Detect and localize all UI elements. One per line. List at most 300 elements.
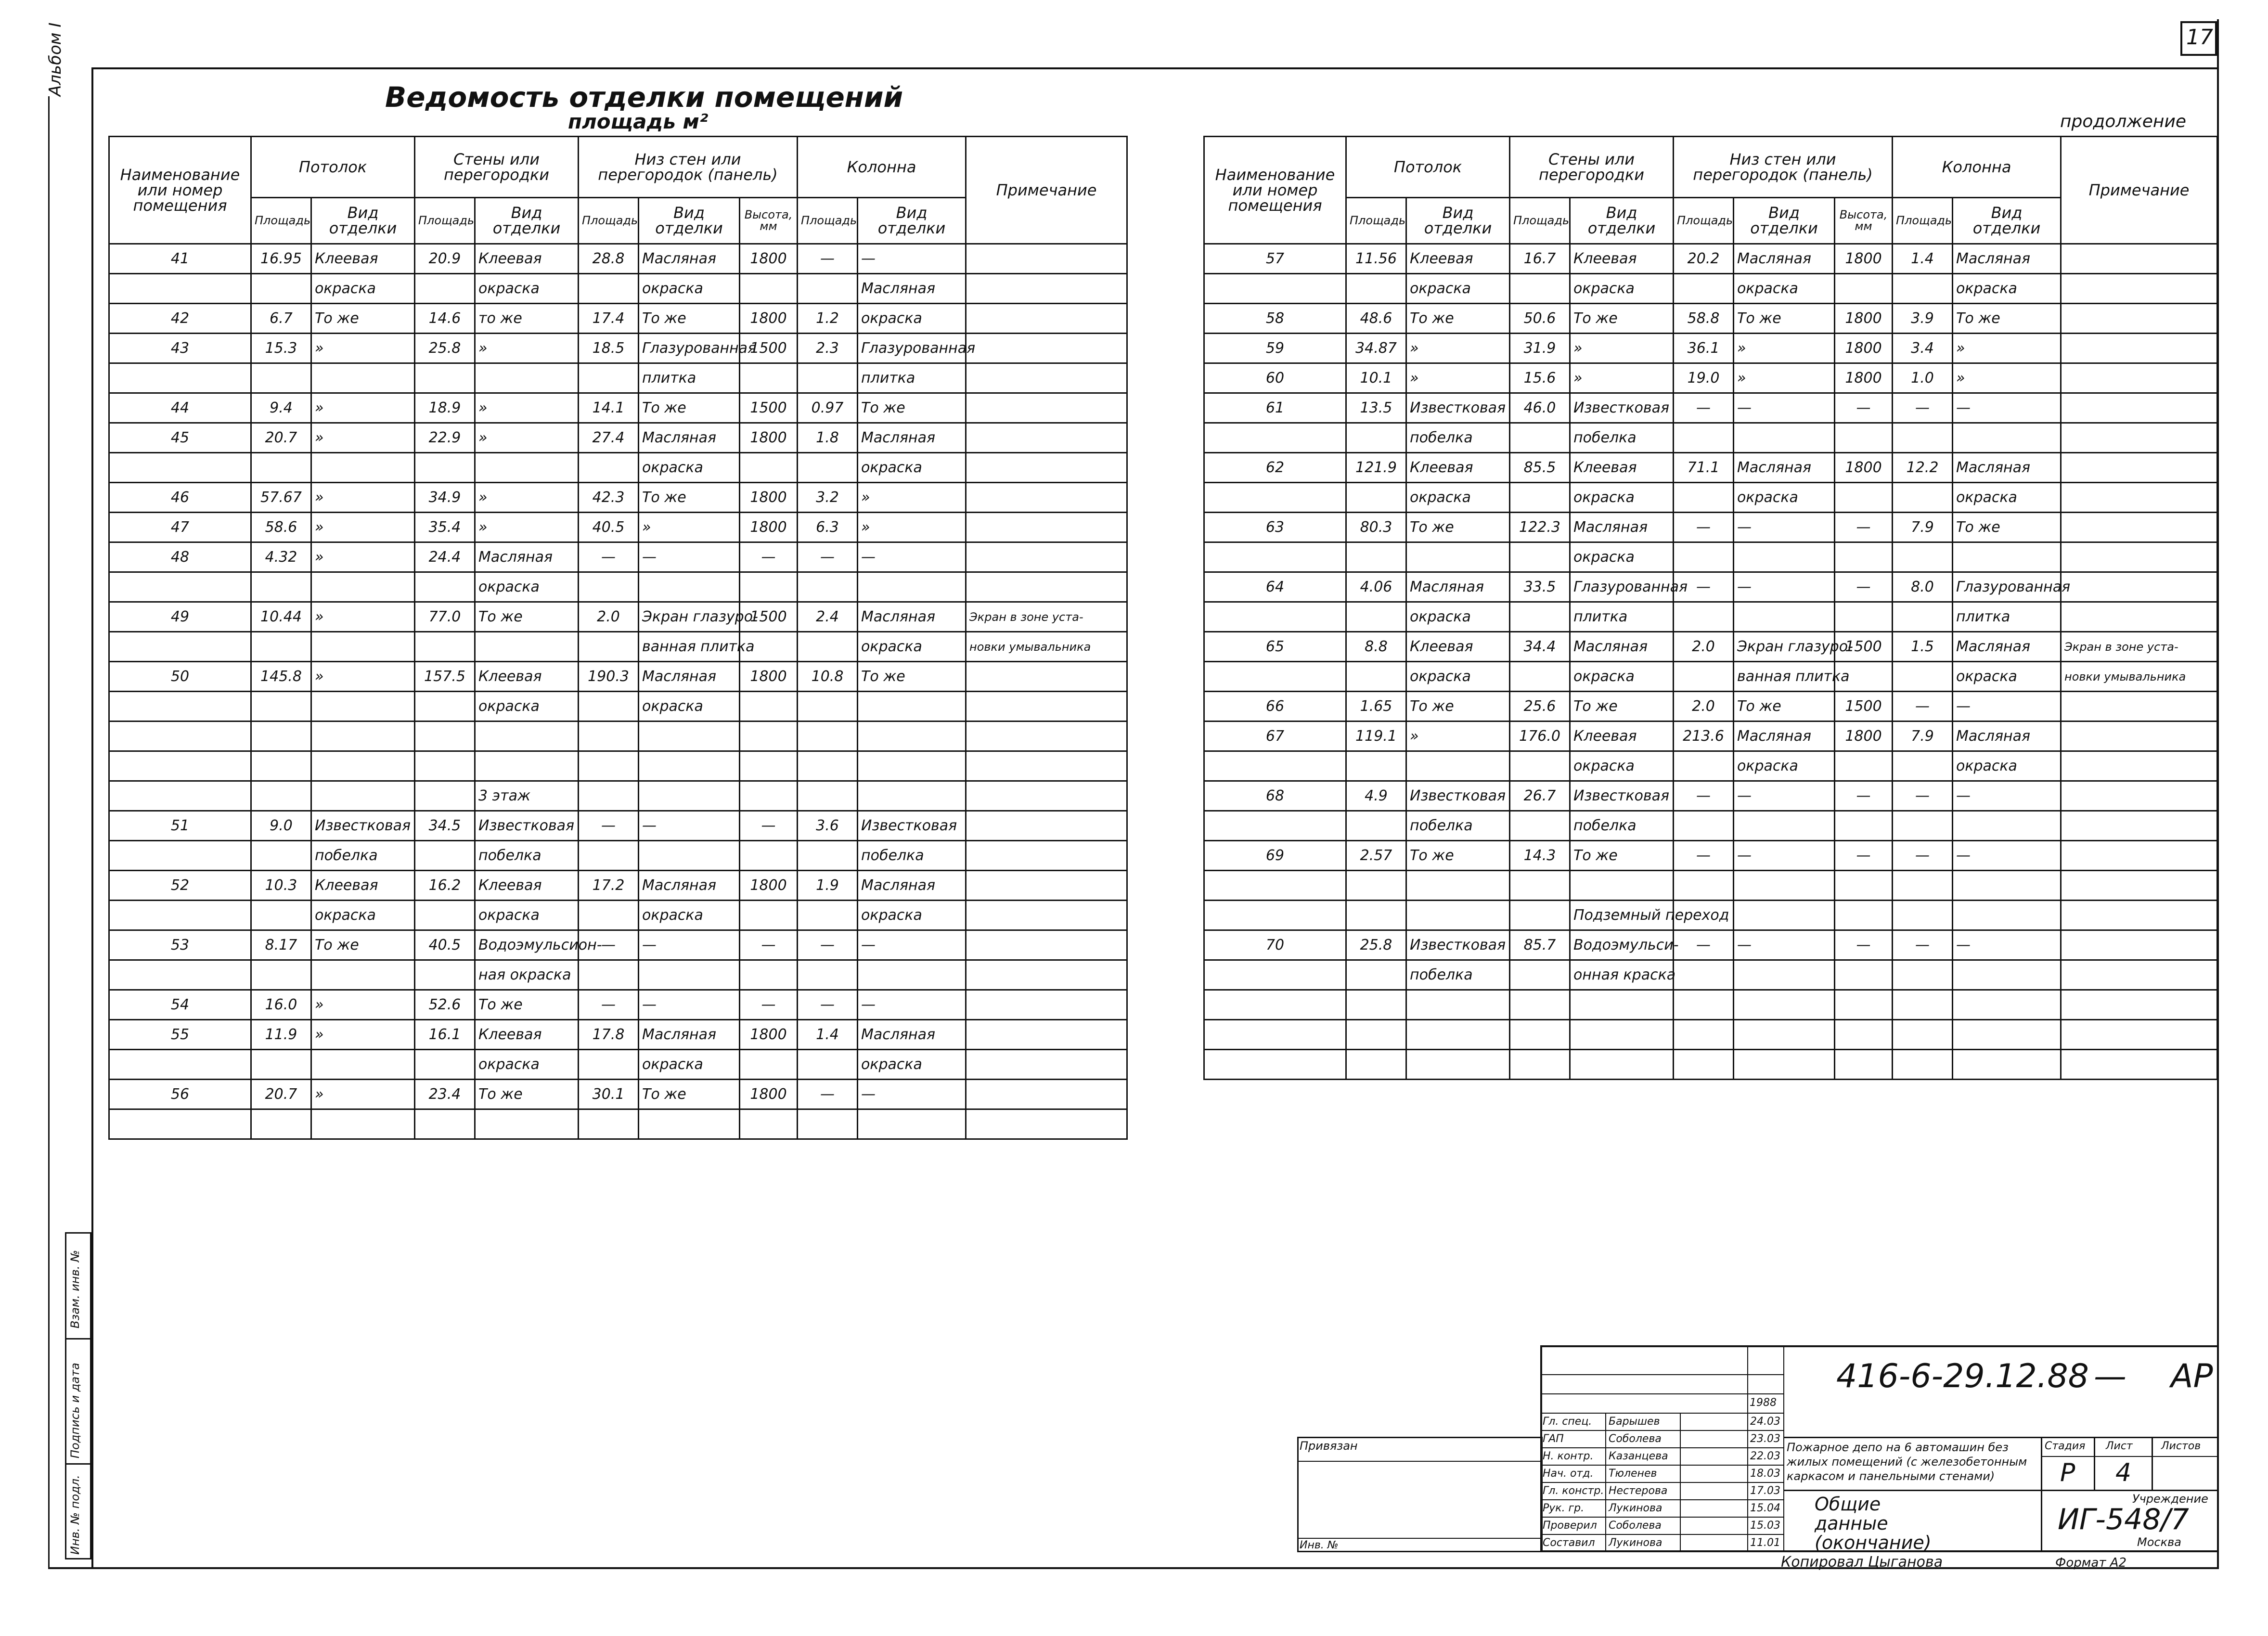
table-cell: [1570, 871, 1674, 901]
header-walls: Стены или перегородки: [415, 137, 579, 198]
table-cell: 1800: [1835, 244, 1893, 274]
table-cell: новки умывальника: [966, 632, 1127, 662]
table-cell: [1953, 542, 2061, 572]
table-cell: Масляная: [858, 274, 966, 304]
table-cell: [109, 901, 251, 930]
table-cell: [2061, 692, 2217, 721]
continuation-label: продолжение: [2060, 112, 2187, 131]
table-cell: [2061, 393, 2217, 423]
table-cell: окраска: [1570, 274, 1674, 304]
table-cell: [740, 453, 798, 483]
table-row: [1204, 781, 2217, 811]
table-cell: [1674, 1020, 1734, 1050]
table-cell: [858, 751, 966, 781]
sheets-label: Листов: [2161, 1440, 2201, 1452]
table-cell: побелка: [1406, 960, 1510, 990]
table-cell: окраска: [1570, 751, 1674, 781]
table-cell: 34.4: [1510, 632, 1570, 662]
table-cell: [966, 1109, 1127, 1139]
table-cell: [1406, 751, 1510, 781]
table-cell: [966, 334, 1127, 363]
table-cell: [415, 781, 475, 811]
tb-col-line: [2041, 1437, 2042, 1552]
table-cell: —: [740, 930, 798, 960]
title-block-role: Гл. констр.: [1543, 1485, 1604, 1497]
table-cell: [639, 1109, 740, 1139]
table-cell: Масляная: [639, 1020, 740, 1050]
table-cell: окраска: [858, 453, 966, 483]
table-cell: [966, 1080, 1127, 1109]
table-cell: 60: [1204, 363, 1346, 393]
table-cell: 18.5: [579, 334, 639, 363]
table-cell: Глазурованная: [1570, 572, 1674, 602]
table-cell: окраска: [1734, 274, 1835, 304]
table-cell: 26.7: [1510, 781, 1570, 811]
table-cell: То же: [311, 304, 415, 334]
table-cell: [1734, 990, 1835, 1020]
table-row: [109, 751, 1127, 781]
finish-table-right: [1203, 136, 2218, 1080]
table-cell: Клеевая: [475, 1020, 579, 1050]
table-cell: 28.8: [579, 244, 639, 274]
table-cell: —: [858, 1080, 966, 1109]
table-cell: 145.8: [251, 662, 311, 692]
table-cell: [579, 901, 639, 930]
table-cell: [579, 632, 639, 662]
stage-label: Стадия: [2045, 1440, 2086, 1452]
table-cell: [1835, 602, 1893, 632]
table-cell: 2.0: [1674, 692, 1734, 721]
table-cell: Водоэмульси-: [1570, 930, 1674, 960]
table-cell: 64: [1204, 572, 1346, 602]
table-cell: [858, 960, 966, 990]
tb-col-line: [2094, 1437, 2095, 1490]
table-cell: [2061, 811, 2217, 841]
table-cell: [2061, 990, 2217, 1020]
table-cell: побелка: [1570, 423, 1674, 453]
table-row: [1204, 542, 2217, 572]
table-cell: [311, 1109, 415, 1139]
table-cell: То же: [475, 602, 579, 632]
table-cell: [1893, 274, 1953, 304]
table-cell: [1674, 542, 1734, 572]
table-cell: [798, 572, 858, 602]
table-cell: 27.4: [579, 423, 639, 453]
table-cell: [475, 363, 579, 393]
table-cell: 1800: [1835, 453, 1893, 483]
table-cell: окраска: [1953, 662, 2061, 692]
table-row: [109, 513, 1127, 542]
table-cell: [966, 692, 1127, 721]
table-cell: [311, 781, 415, 811]
table-cell: 213.6: [1674, 721, 1734, 751]
table-cell: [798, 632, 858, 662]
table-cell: [1406, 871, 1510, 901]
table-cell: 1800: [740, 483, 798, 513]
table-cell: 17.4: [579, 304, 639, 334]
table-cell: —: [858, 990, 966, 1020]
table-cell: [798, 901, 858, 930]
table-cell: Известковая: [311, 811, 415, 841]
tb-row-line: [2041, 1456, 2217, 1457]
table-cell: [966, 781, 1127, 811]
table-cell: [2061, 901, 2217, 930]
table-cell: [966, 841, 1127, 871]
table-cell: [1835, 990, 1893, 1020]
table-cell: 1800: [1835, 721, 1893, 751]
table-cell: [251, 1109, 311, 1139]
table-cell: Масляная: [1953, 632, 2061, 662]
table-row: [109, 602, 1127, 632]
table-cell: [1346, 751, 1406, 781]
table-cell: 4.06: [1346, 572, 1406, 602]
table-cell: [639, 721, 740, 751]
drawing-code-dash: —: [2094, 1357, 2126, 1395]
table-cell: То же: [1570, 841, 1674, 871]
table-cell: окраска: [639, 1050, 740, 1080]
table-cell: [109, 632, 251, 662]
table-cell: [1734, 960, 1835, 990]
table-cell: 1800: [740, 423, 798, 453]
table-row: [1204, 811, 2217, 841]
table-cell: 157.5: [415, 662, 475, 692]
table-row: [109, 542, 1127, 572]
tb-col-line: [1747, 1345, 1748, 1552]
table-cell: 17.2: [579, 871, 639, 901]
table-row: [109, 572, 1127, 602]
table-cell: 44: [109, 393, 251, 423]
table-cell: 1800: [740, 513, 798, 542]
table-row: [1204, 901, 2217, 930]
table-cell: [1835, 1020, 1893, 1050]
table-cell: окраска: [639, 692, 740, 721]
table-cell: То же: [1406, 513, 1510, 542]
table-cell: 16.1: [415, 1020, 475, 1050]
table-cell: 2.0: [579, 602, 639, 632]
table-cell: 51: [109, 811, 251, 841]
table-cell: То же: [858, 393, 966, 423]
table-cell: 40.5: [579, 513, 639, 542]
table-cell: 176.0: [1510, 721, 1570, 751]
table-cell: [1346, 811, 1406, 841]
table-row: [109, 871, 1127, 901]
table-cell: —: [579, 542, 639, 572]
table-row: [1204, 692, 2217, 721]
table-cell: 50: [109, 662, 251, 692]
table-cell: плитка: [639, 363, 740, 393]
title-block-role: Нач. отд.: [1543, 1468, 1594, 1480]
table-cell: [109, 363, 251, 393]
title-block-date: 24.03: [1750, 1416, 1780, 1428]
table-cell: окраска: [311, 274, 415, 304]
table-cell: [1204, 423, 1346, 453]
header-finish: Вид отделки: [311, 197, 415, 244]
table-cell: Клеевая: [1406, 244, 1510, 274]
table-cell: 34.5: [415, 811, 475, 841]
header-finish: Вид отделки: [1406, 197, 1510, 244]
table-cell: [1893, 811, 1953, 841]
table-cell: 2.0: [1674, 632, 1734, 662]
table-cell: [579, 841, 639, 871]
institution: ИГ-548/7: [2058, 1503, 2189, 1536]
table-row: [1204, 662, 2217, 692]
table-cell: 7.9: [1893, 513, 1953, 542]
title-block-role: Составил: [1543, 1537, 1595, 1549]
table-cell: 57: [1204, 244, 1346, 274]
table-cell: То же: [639, 393, 740, 423]
table-cell: Подземный переход: [1570, 901, 1674, 930]
table-cell: [1674, 602, 1734, 632]
table-cell: [251, 901, 311, 930]
table-cell: 3.2: [798, 483, 858, 513]
table-cell: —: [1893, 393, 1953, 423]
table-cell: 10.8: [798, 662, 858, 692]
table-cell: [1835, 960, 1893, 990]
table-cell: [1674, 960, 1734, 990]
table-cell: [579, 1109, 639, 1139]
table-cell: [966, 960, 1127, 990]
table-cell: [109, 453, 251, 483]
table-cell: Масляная: [1953, 453, 2061, 483]
table-cell: —: [639, 990, 740, 1020]
table-cell: 59: [1204, 334, 1346, 363]
table-cell: [966, 304, 1127, 334]
table-cell: То же: [1570, 304, 1674, 334]
table-cell: [966, 751, 1127, 781]
table-cell: —: [1674, 572, 1734, 602]
table-cell: 1500: [740, 602, 798, 632]
table-cell: [1953, 423, 2061, 453]
table-cell: 1.0: [1893, 363, 1953, 393]
table-cell: [579, 453, 639, 483]
table-row: [1204, 930, 2217, 960]
table-cell: [1204, 1050, 1346, 1080]
table-cell: [311, 1050, 415, 1080]
table-cell: »: [311, 483, 415, 513]
table-cell: окраска: [475, 572, 579, 602]
header-area: Площадь: [798, 197, 858, 244]
table-cell: [311, 632, 415, 662]
table-cell: онная краска: [1570, 960, 1674, 990]
table-cell: 1800: [740, 1080, 798, 1109]
table-cell: [1674, 662, 1734, 692]
table-cell: [2061, 244, 2217, 274]
table-cell: [740, 274, 798, 304]
table-cell: [1204, 1020, 1346, 1050]
table-cell: [251, 960, 311, 990]
header-note: Примечание: [966, 137, 1127, 244]
table-cell: [966, 930, 1127, 960]
header-finish: Вид отделки: [858, 197, 966, 244]
table-cell: [798, 721, 858, 751]
table-cell: ная окраска: [475, 960, 579, 990]
table-cell: [251, 721, 311, 751]
title-block-role: Гл. спец.: [1543, 1416, 1592, 1428]
table-cell: 1.5: [1893, 632, 1953, 662]
table-cell: 16.2: [415, 871, 475, 901]
table-cell: [1674, 1050, 1734, 1080]
table-cell: окраска: [639, 453, 740, 483]
tb-col-line: [2152, 1437, 2153, 1490]
table-cell: 1500: [1835, 692, 1893, 721]
table-cell: —: [1835, 930, 1893, 960]
table-cell: [966, 363, 1127, 393]
table-row: [1204, 1020, 2217, 1050]
privyazan-line: [1297, 1538, 1543, 1539]
table-cell: [2061, 453, 2217, 483]
table-cell: плитка: [858, 363, 966, 393]
side-inv-podl: Инв. № подл.: [68, 1475, 82, 1555]
table-cell: [2061, 1050, 2217, 1080]
table-cell: [1570, 1020, 1674, 1050]
table-cell: Клеевая: [475, 244, 579, 274]
table-cell: [1204, 662, 1346, 692]
frame-outer-left: [48, 96, 50, 1569]
table-cell: окраска: [1734, 751, 1835, 781]
table-cell: 1.9: [798, 871, 858, 901]
title-block-name: Нестерова: [1609, 1485, 1668, 1497]
title-block-date: 18.03: [1750, 1468, 1780, 1480]
table-cell: »: [1406, 363, 1510, 393]
table-cell: »: [311, 423, 415, 453]
table-cell: Экран в зоне уста-: [966, 602, 1127, 632]
table-cell: [2061, 513, 2217, 542]
table-cell: —: [858, 542, 966, 572]
table-cell: [475, 1109, 579, 1139]
finish-table-right-body: [1204, 244, 2217, 1080]
table-cell: [966, 572, 1127, 602]
table-cell: то же: [475, 304, 579, 334]
table-cell: [1835, 751, 1893, 781]
table-cell: 52: [109, 871, 251, 901]
table-cell: Масляная: [1734, 721, 1835, 751]
header-area: Площадь: [415, 197, 475, 244]
table-cell: [1346, 423, 1406, 453]
table-cell: 11.9: [251, 1020, 311, 1050]
table-cell: Масляная: [1570, 513, 1674, 542]
table-cell: Масляная: [1953, 721, 2061, 751]
table-cell: —: [1674, 781, 1734, 811]
table-cell: 3.6: [798, 811, 858, 841]
table-cell: 34.87: [1346, 334, 1406, 363]
table-cell: »: [1406, 721, 1510, 751]
table-cell: [1346, 871, 1406, 901]
table-cell: [1346, 1020, 1406, 1050]
table-cell: [1510, 542, 1570, 572]
table-cell: [1204, 871, 1346, 901]
table-cell: [1953, 990, 2061, 1020]
table-cell: [740, 363, 798, 393]
table-cell: [251, 751, 311, 781]
table-cell: [311, 692, 415, 721]
table-cell: 48.6: [1346, 304, 1406, 334]
table-cell: [798, 960, 858, 990]
table-cell: [740, 751, 798, 781]
table-cell: [639, 960, 740, 990]
table-cell: [1835, 811, 1893, 841]
table-cell: 17.8: [579, 1020, 639, 1050]
table-cell: Масляная: [858, 602, 966, 632]
table-cell: 1.8: [798, 423, 858, 453]
table-cell: Клеевая: [311, 244, 415, 274]
table-cell: [798, 1109, 858, 1139]
table-cell: [1204, 602, 1346, 632]
table-cell: [1570, 990, 1674, 1020]
table-cell: окраска: [311, 901, 415, 930]
table-cell: Масляная: [475, 542, 579, 572]
table-cell: [251, 572, 311, 602]
table-cell: Известковая: [1570, 393, 1674, 423]
table-cell: »: [311, 990, 415, 1020]
tb-row-line: [1783, 1490, 2217, 1491]
table-cell: 46.0: [1510, 393, 1570, 423]
table-cell: [966, 721, 1127, 751]
table-cell: [475, 751, 579, 781]
table-cell: [1674, 483, 1734, 513]
table-row: [1204, 393, 2217, 423]
table-cell: 19.0: [1674, 363, 1734, 393]
table-cell: 63: [1204, 513, 1346, 542]
table-cell: [1406, 1050, 1510, 1080]
table-cell: [798, 841, 858, 871]
table-row: [109, 662, 1127, 692]
table-cell: »: [1406, 334, 1510, 363]
table-cell: »: [475, 483, 579, 513]
table-cell: 80.3: [1346, 513, 1406, 542]
table-cell: [579, 751, 639, 781]
table-cell: [1953, 901, 2061, 930]
table-cell: [1674, 811, 1734, 841]
table-cell: »: [475, 334, 579, 363]
table-cell: [740, 901, 798, 930]
institution-label: Учреждение: [2132, 1492, 2208, 1506]
header-note: Примечание: [2061, 137, 2217, 244]
table-cell: [311, 363, 415, 393]
table-cell: [415, 751, 475, 781]
table-cell: [740, 1050, 798, 1080]
table-cell: [109, 781, 251, 811]
table-cell: [2061, 721, 2217, 751]
table-cell: [579, 781, 639, 811]
table-cell: 1800: [740, 244, 798, 274]
table-cell: Масляная: [1734, 244, 1835, 274]
table-cell: 69: [1204, 841, 1346, 871]
table-cell: 67: [1204, 721, 1346, 751]
table-cell: [740, 841, 798, 871]
table-cell: —: [579, 811, 639, 841]
table-cell: [1674, 871, 1734, 901]
table-cell: [415, 841, 475, 871]
table-cell: 20.9: [415, 244, 475, 274]
table-cell: [966, 990, 1127, 1020]
table-cell: [1893, 542, 1953, 572]
table-cell: »: [311, 393, 415, 423]
table-cell: 56: [109, 1080, 251, 1109]
table-cell: окраска: [858, 304, 966, 334]
table-cell: Масляная: [1406, 572, 1510, 602]
table-cell: 4.9: [1346, 781, 1406, 811]
table-cell: »: [311, 662, 415, 692]
header-ceiling: Потолок: [251, 137, 415, 198]
table-cell: То же: [311, 930, 415, 960]
table-cell: [858, 572, 966, 602]
table-cell: —: [740, 811, 798, 841]
table-cell: [966, 274, 1127, 304]
table-cell: 2.3: [798, 334, 858, 363]
page-number: 17: [2186, 25, 2213, 50]
table-cell: [251, 363, 311, 393]
table-cell: То же: [475, 990, 579, 1020]
